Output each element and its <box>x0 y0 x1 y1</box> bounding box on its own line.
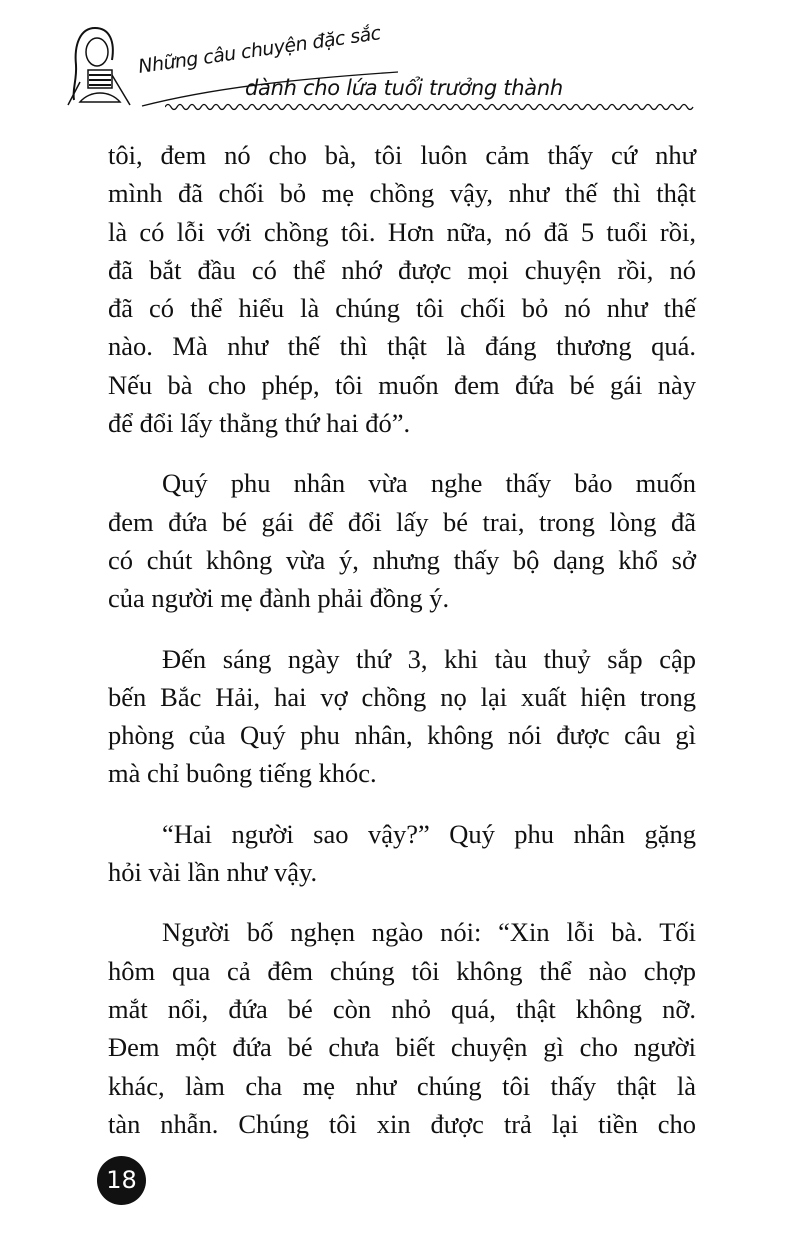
text-line: mình đã chối bỏ mẹ chồng vậy, như thế thì thật <box>108 178 696 209</box>
page-number: 18 <box>97 1156 146 1205</box>
text-line: Người bố nghẹn ngào nói: “Xin lỗi bà. Tối <box>162 917 696 948</box>
text-line: nào. Mà như thế thì thật là đáng thương quá. <box>108 331 696 362</box>
text-line: Đến sáng ngày thứ 3, khi tàu thuỷ sắp cập <box>162 643 696 674</box>
paragraph <box>108 464 696 617</box>
text-line: có chút không vừa ý, nhưng thấy bộ dạng khổ sở <box>108 544 696 575</box>
header-wavy-rule <box>165 102 695 112</box>
text-line: Quý phu nhân vừa nghe thấy bảo muốn <box>162 468 696 499</box>
text-line: mà chỉ buông tiếng khóc. <box>108 758 377 789</box>
header-title-line1: Những câu chuyện đặc sắc <box>136 22 382 79</box>
paragraph <box>108 815 696 892</box>
text-line: Đem một đứa bé chưa biết chuyện gì cho người <box>108 1032 696 1063</box>
header-title-line2: dành cho lứa tuổi trưởng thành <box>245 76 563 100</box>
text-line: của người mẹ đành phải đồng ý. <box>108 583 450 614</box>
girl-illustration-icon <box>60 20 145 115</box>
text-line: đem đứa bé gái để đổi lấy bé trai, trong lòng đã <box>108 506 696 537</box>
text-line: để đổi lấy thằng thứ hai đó”. <box>108 408 411 439</box>
text-line: bến Bắc Hải, hai vợ chồng nọ lại xuất hiện trong <box>108 681 696 712</box>
text-line: khác, làm cha mẹ như chúng tôi thấy thật là <box>108 1070 696 1101</box>
text-line: tàn nhẫn. Chúng tôi xin được trả lại tiền cho <box>108 1108 696 1139</box>
text-line: đã bắt đầu có thể nhớ được mọi chuyện rồi, nó <box>108 254 696 285</box>
text-line: “Hai người sao vậy?” Quý phu nhân gặng <box>162 818 696 849</box>
paragraph <box>108 913 696 1143</box>
text-line: phòng của Quý phu nhân, không nói được câu gì <box>108 720 696 751</box>
paragraph <box>108 136 696 442</box>
text-line: hôm qua cả đêm chúng tôi không thể nào chợp <box>108 955 696 986</box>
text-line: mắt nổi, đứa bé còn nhỏ quá, thật không nỡ. <box>108 993 696 1024</box>
paragraph <box>108 640 696 793</box>
text-line: là có lỗi với chồng tôi. Hơn nữa, nó đã 5 tuổi rồi, <box>108 216 696 247</box>
text-line: Nếu bà cho phép, tôi muốn đem đứa bé gái này <box>108 369 696 400</box>
text-line: đã có thể hiểu là chúng tôi chối bỏ nó như thế <box>108 293 696 324</box>
text-line: tôi, đem nó cho bà, tôi luôn cảm thấy cứ như <box>108 140 696 170</box>
running-header <box>40 10 720 120</box>
body-text <box>108 136 696 1165</box>
text-line: hỏi vài lần như vậy. <box>108 857 318 888</box>
